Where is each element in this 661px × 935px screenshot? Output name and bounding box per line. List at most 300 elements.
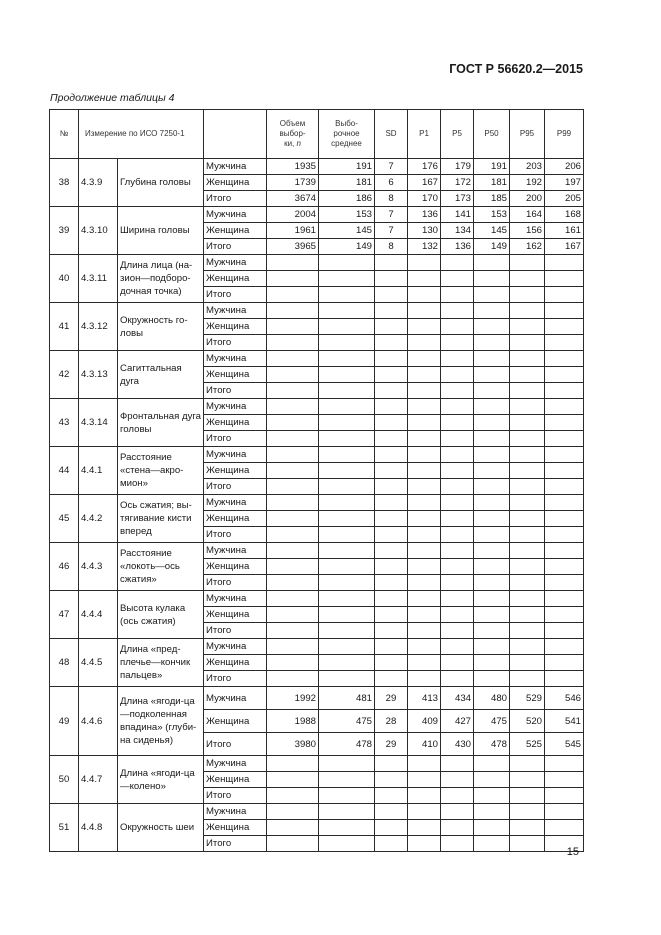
p5-cell <box>441 399 474 415</box>
col-header-p1: P1 <box>408 110 441 159</box>
sample-mean-cell <box>319 447 375 463</box>
col-header-group <box>204 110 267 159</box>
p95-cell <box>510 271 545 287</box>
p5-cell <box>441 607 474 623</box>
p5-cell <box>441 319 474 335</box>
p5-cell: 136 <box>441 239 474 255</box>
p5-cell <box>441 463 474 479</box>
p1-cell: 176 <box>408 159 441 175</box>
measurement-number: 40 <box>50 255 79 303</box>
p1-cell <box>408 335 441 351</box>
sample-size-cell: 3965 <box>267 239 319 255</box>
sample-size-cell <box>267 255 319 271</box>
col-header-p50: P50 <box>474 110 510 159</box>
population-group: Итого <box>204 671 267 687</box>
p99-cell <box>545 431 584 447</box>
sample-mean-cell: 153 <box>319 207 375 223</box>
p1-cell <box>408 511 441 527</box>
measurement-name: Длина «ягоди-ца—подколенная впадина» (глуби-на сиденья) <box>118 687 204 756</box>
population-group: Итого <box>204 836 267 852</box>
p99-cell <box>545 271 584 287</box>
table-row <box>50 639 584 655</box>
sample-mean-cell <box>319 271 375 287</box>
p50-cell: 191 <box>474 159 510 175</box>
p50-cell <box>474 559 510 575</box>
p50-cell: 480 <box>474 687 510 710</box>
p99-cell <box>545 559 584 575</box>
measurement-name: Окружность го-ловы <box>118 303 204 351</box>
sample-size-cell <box>267 804 319 820</box>
p1-cell <box>408 255 441 271</box>
p5-cell <box>441 772 474 788</box>
p95-cell <box>510 383 545 399</box>
population-group: Мужчина <box>204 495 267 511</box>
measurement-number: 46 <box>50 543 79 591</box>
p50-cell <box>474 623 510 639</box>
p99-cell <box>545 367 584 383</box>
col-header-iso-measure: Измерение по ИСО 7250-1 <box>79 110 204 159</box>
p50-cell <box>474 527 510 543</box>
p50-cell: 475 <box>474 710 510 733</box>
measurement-name: Фронтальная дуга головы <box>118 399 204 447</box>
sample-mean-cell <box>319 591 375 607</box>
sample-mean-cell: 181 <box>319 175 375 191</box>
p50-cell <box>474 495 510 511</box>
measurement-name: Длина «ягоди-ца—колено» <box>118 756 204 804</box>
iso-clause-code: 4.4.8 <box>79 804 118 852</box>
p50-cell <box>474 319 510 335</box>
p5-cell <box>441 788 474 804</box>
sample-mean-cell <box>319 511 375 527</box>
p1-cell <box>408 639 441 655</box>
sample-mean-cell <box>319 255 375 271</box>
sd-cell: 29 <box>375 733 408 756</box>
table-row <box>50 159 584 175</box>
sample-size-cell <box>267 431 319 447</box>
p50-cell <box>474 303 510 319</box>
sample-size-cell <box>267 527 319 543</box>
p99-cell <box>545 575 584 591</box>
sample-size-cell: 3980 <box>267 733 319 756</box>
sample-mean-cell: 186 <box>319 191 375 207</box>
sd-cell <box>375 527 408 543</box>
p95-cell: 520 <box>510 710 545 733</box>
p1-cell <box>408 383 441 399</box>
p95-cell <box>510 756 545 772</box>
iso-clause-code: 4.4.6 <box>79 687 118 756</box>
p95-cell <box>510 527 545 543</box>
population-group: Женщина <box>204 511 267 527</box>
table-row <box>50 495 584 511</box>
measurement-name: Ширина головы <box>118 207 204 255</box>
p99-cell: 161 <box>545 223 584 239</box>
col-header-p5: P5 <box>441 110 474 159</box>
measurement-name: Высота кулака (ось сжатия) <box>118 591 204 639</box>
sd-cell <box>375 543 408 559</box>
p99-cell <box>545 511 584 527</box>
sample-size-cell <box>267 575 319 591</box>
sd-cell <box>375 303 408 319</box>
sample-mean-cell <box>319 804 375 820</box>
sd-cell <box>375 383 408 399</box>
p99-cell: 206 <box>545 159 584 175</box>
measurement-name: Длина лица (на-зион—подборо-дочная точка) <box>118 255 204 303</box>
sample-mean-cell <box>319 415 375 431</box>
population-group: Женщина <box>204 772 267 788</box>
sd-cell: 7 <box>375 223 408 239</box>
iso-clause-code: 4.4.4 <box>79 591 118 639</box>
p99-cell: 545 <box>545 733 584 756</box>
sample-mean-cell <box>319 788 375 804</box>
sample-size-cell: 1961 <box>267 223 319 239</box>
sd-cell <box>375 804 408 820</box>
measurement-name: Сагиттальная дуга <box>118 351 204 399</box>
p1-cell <box>408 367 441 383</box>
p50-cell: 145 <box>474 223 510 239</box>
p1-cell <box>408 495 441 511</box>
p1-cell <box>408 623 441 639</box>
p1-cell <box>408 804 441 820</box>
p5-cell: 134 <box>441 223 474 239</box>
p95-cell: 203 <box>510 159 545 175</box>
p95-cell <box>510 479 545 495</box>
population-group: Женщина <box>204 175 267 191</box>
p99-cell: 546 <box>545 687 584 710</box>
population-group: Итого <box>204 575 267 591</box>
sd-cell <box>375 447 408 463</box>
p5-cell <box>441 671 474 687</box>
p99-cell <box>545 639 584 655</box>
sd-cell <box>375 399 408 415</box>
sample-size-cell <box>267 591 319 607</box>
p1-cell <box>408 415 441 431</box>
sample-mean-cell: 481 <box>319 687 375 710</box>
p95-cell <box>510 607 545 623</box>
population-group: Женщина <box>204 820 267 836</box>
p95-cell <box>510 463 545 479</box>
p95-cell <box>510 655 545 671</box>
p5-cell <box>441 639 474 655</box>
sample-size-cell <box>267 820 319 836</box>
population-group: Женщина <box>204 271 267 287</box>
p50-cell <box>474 287 510 303</box>
sample-size-cell <box>267 623 319 639</box>
p1-cell: 410 <box>408 733 441 756</box>
population-group: Мужчина <box>204 207 267 223</box>
measurement-number: 49 <box>50 687 79 756</box>
sample-mean-cell <box>319 639 375 655</box>
iso-clause-code: 4.4.5 <box>79 639 118 687</box>
iso-clause-code: 4.3.11 <box>79 255 118 303</box>
sd-cell <box>375 607 408 623</box>
sample-mean-cell <box>319 655 375 671</box>
p1-cell <box>408 447 441 463</box>
sample-mean-cell <box>319 543 375 559</box>
p99-cell <box>545 527 584 543</box>
p5-cell: 434 <box>441 687 474 710</box>
p95-cell <box>510 788 545 804</box>
population-group: Итого <box>204 733 267 756</box>
p50-cell <box>474 591 510 607</box>
p99-cell <box>545 655 584 671</box>
sample-mean-cell: 478 <box>319 733 375 756</box>
p95-cell <box>510 335 545 351</box>
p95-cell: 164 <box>510 207 545 223</box>
sd-cell: 8 <box>375 191 408 207</box>
sd-cell <box>375 287 408 303</box>
p99-cell <box>545 399 584 415</box>
iso-clause-code: 4.4.1 <box>79 447 118 495</box>
sample-mean-cell <box>319 772 375 788</box>
iso-clause-code: 4.4.7 <box>79 756 118 804</box>
sample-size-cell <box>267 303 319 319</box>
sd-cell <box>375 511 408 527</box>
p5-cell <box>441 367 474 383</box>
p99-cell: 167 <box>545 239 584 255</box>
population-group: Мужчина <box>204 255 267 271</box>
p1-cell <box>408 575 441 591</box>
measurement-name: Глубина головы <box>118 159 204 207</box>
population-group: Женщина <box>204 607 267 623</box>
sample-size-cell <box>267 447 319 463</box>
sd-cell <box>375 575 408 591</box>
p5-cell <box>441 351 474 367</box>
sample-size-cell: 1988 <box>267 710 319 733</box>
p99-cell <box>545 335 584 351</box>
p1-cell <box>408 399 441 415</box>
p1-cell <box>408 543 441 559</box>
sd-cell <box>375 671 408 687</box>
measurement-number: 48 <box>50 639 79 687</box>
sd-cell: 7 <box>375 159 408 175</box>
p99-cell <box>545 303 584 319</box>
p1-cell <box>408 671 441 687</box>
p99-cell <box>545 543 584 559</box>
p50-cell <box>474 543 510 559</box>
measurement-number: 45 <box>50 495 79 543</box>
sample-size-cell <box>267 399 319 415</box>
p95-cell <box>510 575 545 591</box>
sample-mean-cell <box>319 623 375 639</box>
sample-size-cell <box>267 319 319 335</box>
sd-cell <box>375 431 408 447</box>
sd-cell <box>375 463 408 479</box>
p5-cell <box>441 415 474 431</box>
p50-cell <box>474 271 510 287</box>
col-header-sd: SD <box>375 110 408 159</box>
p95-cell <box>510 804 545 820</box>
p99-cell <box>545 788 584 804</box>
col-header-sample-size: Объем выбор- ки, n <box>267 110 319 159</box>
iso-clause-code: 4.3.10 <box>79 207 118 255</box>
p1-cell: 170 <box>408 191 441 207</box>
p99-cell <box>545 479 584 495</box>
p1-cell <box>408 319 441 335</box>
p95-cell <box>510 319 545 335</box>
population-group: Женщина <box>204 415 267 431</box>
measurement-number: 47 <box>50 591 79 639</box>
sample-mean-cell <box>319 287 375 303</box>
p95-cell <box>510 367 545 383</box>
p50-cell <box>474 772 510 788</box>
sd-cell <box>375 591 408 607</box>
p50-cell: 181 <box>474 175 510 191</box>
p95-cell: 162 <box>510 239 545 255</box>
population-group: Итого <box>204 191 267 207</box>
measurement-number: 43 <box>50 399 79 447</box>
sd-cell <box>375 788 408 804</box>
p1-cell <box>408 756 441 772</box>
sample-size-cell <box>267 495 319 511</box>
sd-cell <box>375 639 408 655</box>
p5-cell <box>441 271 474 287</box>
table-row <box>50 351 584 367</box>
p5-cell <box>441 335 474 351</box>
sample-mean-cell <box>319 495 375 511</box>
p5-cell <box>441 623 474 639</box>
sample-mean-cell <box>319 575 375 591</box>
p50-cell <box>474 367 510 383</box>
p95-cell: 200 <box>510 191 545 207</box>
population-group: Женщина <box>204 223 267 239</box>
p50-cell <box>474 447 510 463</box>
p50-cell <box>474 255 510 271</box>
p95-cell <box>510 287 545 303</box>
p5-cell <box>441 655 474 671</box>
anthropometric-table <box>49 109 584 852</box>
sample-mean-cell <box>319 527 375 543</box>
p50-cell <box>474 335 510 351</box>
sd-cell <box>375 335 408 351</box>
population-group: Итого <box>204 287 267 303</box>
population-group: Женщина <box>204 655 267 671</box>
p99-cell <box>545 495 584 511</box>
sample-size-cell <box>267 367 319 383</box>
p5-cell <box>441 820 474 836</box>
p5-cell <box>441 495 474 511</box>
p5-cell <box>441 591 474 607</box>
sample-size-cell <box>267 607 319 623</box>
sample-mean-cell: 149 <box>319 239 375 255</box>
p5-cell <box>441 447 474 463</box>
sample-size-cell <box>267 655 319 671</box>
p1-cell <box>408 271 441 287</box>
table-row <box>50 399 584 415</box>
sample-size-cell <box>267 836 319 852</box>
p99-cell: 197 <box>545 175 584 191</box>
sample-size-cell <box>267 415 319 431</box>
p95-cell <box>510 431 545 447</box>
p1-cell <box>408 527 441 543</box>
sample-size-cell <box>267 756 319 772</box>
p95-cell <box>510 447 545 463</box>
p1-cell: 130 <box>408 223 441 239</box>
sample-mean-cell: 191 <box>319 159 375 175</box>
p95-cell <box>510 591 545 607</box>
p99-cell <box>545 623 584 639</box>
p5-cell <box>441 431 474 447</box>
sample-size-cell <box>267 335 319 351</box>
p95-cell <box>510 543 545 559</box>
p1-cell <box>408 772 441 788</box>
p50-cell <box>474 399 510 415</box>
p5-cell <box>441 559 474 575</box>
p5-cell <box>441 804 474 820</box>
population-group: Женщина <box>204 463 267 479</box>
p99-cell <box>545 820 584 836</box>
p95-cell <box>510 303 545 319</box>
p99-cell: 541 <box>545 710 584 733</box>
p95-cell: 156 <box>510 223 545 239</box>
p95-cell <box>510 559 545 575</box>
population-group: Мужчина <box>204 543 267 559</box>
sample-size-cell <box>267 383 319 399</box>
sd-cell: 8 <box>375 239 408 255</box>
population-group: Итого <box>204 335 267 351</box>
population-group: Мужчина <box>204 351 267 367</box>
sample-mean-cell <box>319 319 375 335</box>
p5-cell <box>441 287 474 303</box>
sample-size-cell <box>267 271 319 287</box>
p99-cell <box>545 607 584 623</box>
p1-cell <box>408 303 441 319</box>
col-header-sample-mean: Выбо- рочное среднее <box>319 110 375 159</box>
sample-size-cell <box>267 639 319 655</box>
sd-cell <box>375 559 408 575</box>
p99-cell <box>545 383 584 399</box>
table-row <box>50 207 584 223</box>
p99-cell <box>545 447 584 463</box>
sd-cell <box>375 415 408 431</box>
p1-cell <box>408 655 441 671</box>
sample-size-cell <box>267 559 319 575</box>
sample-size-cell <box>267 772 319 788</box>
sample-mean-cell <box>319 399 375 415</box>
p1-cell <box>408 836 441 852</box>
sample-size-cell <box>267 511 319 527</box>
measurement-number: 44 <box>50 447 79 495</box>
population-group: Мужчина <box>204 756 267 772</box>
measurement-number: 42 <box>50 351 79 399</box>
p95-cell: 529 <box>510 687 545 710</box>
p1-cell <box>408 607 441 623</box>
p50-cell <box>474 655 510 671</box>
p95-cell <box>510 255 545 271</box>
population-group: Мужчина <box>204 804 267 820</box>
sd-cell: 7 <box>375 207 408 223</box>
population-group: Женщина <box>204 710 267 733</box>
sample-mean-cell <box>319 607 375 623</box>
p99-cell <box>545 255 584 271</box>
p5-cell <box>441 836 474 852</box>
sample-mean-cell <box>319 303 375 319</box>
sd-cell <box>375 836 408 852</box>
table-header-row <box>50 110 584 159</box>
table-row <box>50 756 584 772</box>
p50-cell <box>474 836 510 852</box>
sd-cell <box>375 655 408 671</box>
p95-cell: 525 <box>510 733 545 756</box>
table-caption: Продолжение таблицы 4 <box>50 92 175 104</box>
population-group: Мужчина <box>204 687 267 710</box>
sd-cell <box>375 495 408 511</box>
sd-cell <box>375 772 408 788</box>
table-body <box>50 159 584 852</box>
sd-cell <box>375 319 408 335</box>
sample-mean-cell <box>319 671 375 687</box>
p50-cell <box>474 479 510 495</box>
p99-cell <box>545 804 584 820</box>
